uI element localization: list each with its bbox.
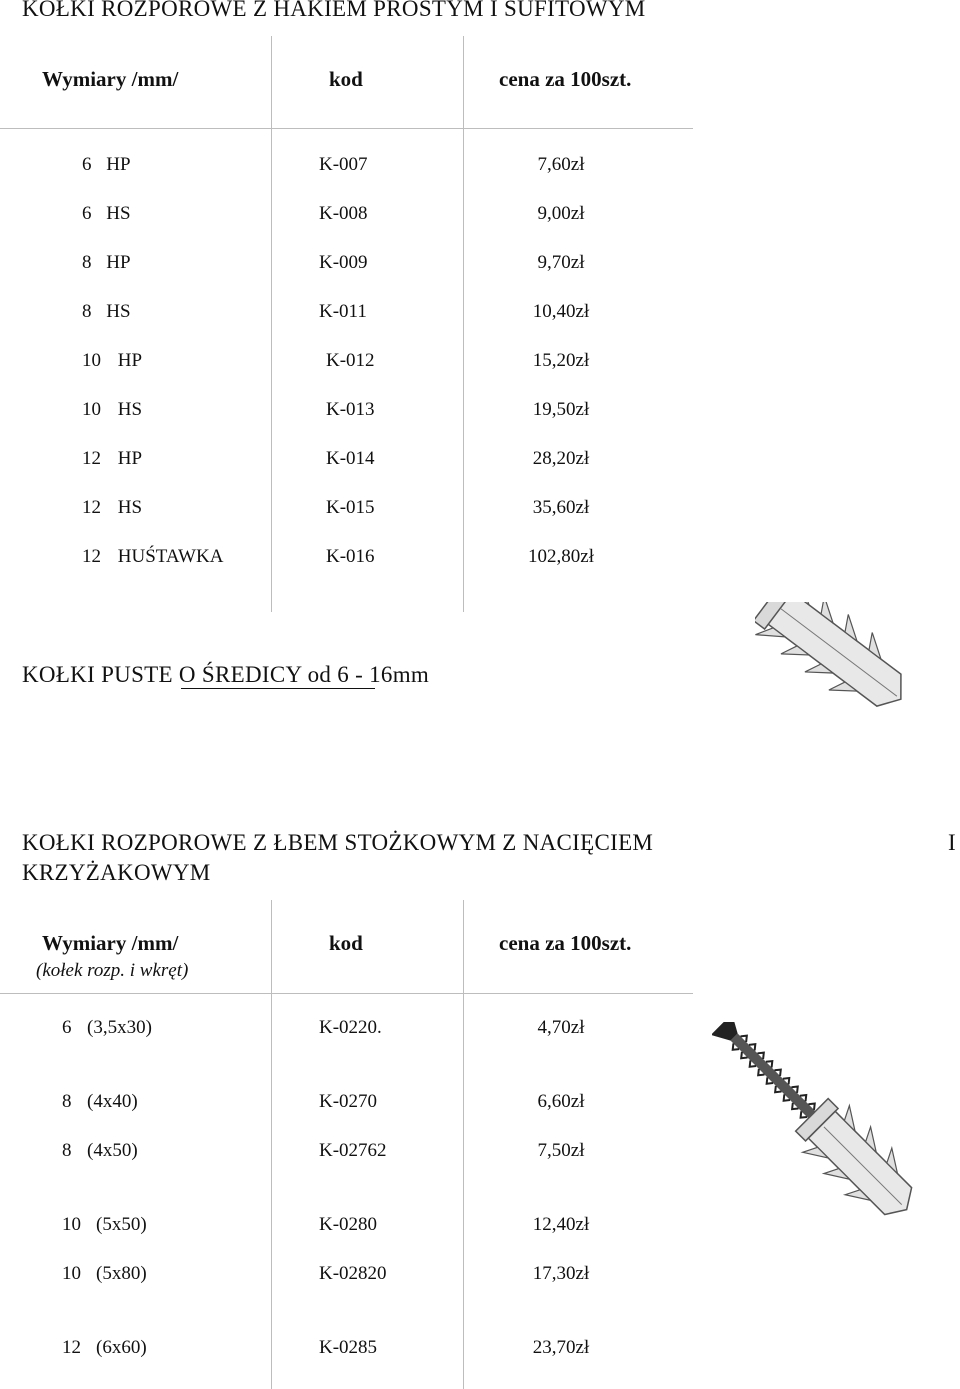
table1-header-price: cena za 100szt. [499, 67, 632, 91]
table1-header-code: kod [329, 67, 363, 91]
table1-cell-dim: 6 HP [82, 154, 131, 175]
table2-cell-price: 23,70zł [532, 1337, 590, 1358]
table1-cell-price: 10,40zł [532, 301, 590, 322]
table2-cell-code: K-02820 [319, 1263, 387, 1284]
table2-cell-size: (4x40) [87, 1091, 138, 1112]
table1-cell-code: K-012 [326, 350, 375, 371]
table1-header-dim: Wymiary /mm/ [42, 67, 179, 91]
table1-cell-code: K-016 [326, 546, 375, 567]
wall-plug-illustration [755, 602, 955, 792]
table1-cell-code: K-013 [326, 399, 375, 420]
table1-header-rule [0, 128, 693, 129]
table2-cell-size: (4x50) [87, 1140, 138, 1161]
table2-cell-num: 12 [62, 1337, 81, 1358]
section3-title-line2: KRZYŻAKOWYM [22, 860, 211, 885]
table1-cell-dim: 12 HS [82, 497, 143, 518]
table1-cell-code: K-007 [319, 154, 368, 175]
table2-cell-code: K-0280 [319, 1214, 378, 1235]
table1-cell-code: K-011 [319, 301, 367, 322]
section3-title-trailing: I [948, 830, 956, 855]
table2-cell-num: 8 [62, 1140, 72, 1161]
table2-header-code: kod [329, 931, 363, 955]
table2-cell-num: 10 [62, 1263, 81, 1284]
table2-cell-size: (3,5x30) [87, 1017, 152, 1038]
table2-cell-price: 7,50zł [537, 1140, 585, 1161]
table1-cell-code: K-009 [319, 252, 368, 273]
table2-cell-size: (5x80) [96, 1263, 147, 1284]
table2-cell-price: 17,30zł [532, 1263, 590, 1284]
table2-cell-num: 8 [62, 1091, 72, 1112]
section1-title: KOŁKI ROZPOROWE Z HAKIEM PROSTYM I SUFITOWYM [22, 0, 646, 21]
table1-cell-code: K-014 [326, 448, 375, 469]
table1-cell-price: 19,50zł [532, 399, 590, 420]
table2-header-price: cena za 100szt. [499, 931, 632, 955]
table1-cell-price: 7,60zł [537, 154, 585, 175]
table1-cell-dim: 6 HS [82, 203, 131, 224]
table2-cell-code: K-0270 [319, 1091, 378, 1112]
table1-cell-price: 28,20zł [532, 448, 590, 469]
table2-cell-size: (6x60) [96, 1337, 147, 1358]
table2-cell-code: K-02762 [319, 1140, 387, 1161]
table1-cell-dim: 8 HS [82, 301, 131, 322]
table1-cell-price: 9,70zł [537, 252, 585, 273]
table1-cell-price: 15,20zł [532, 350, 590, 371]
table2-cell-code: K-0220. [319, 1017, 382, 1038]
table1-divider-1 [271, 36, 272, 612]
table2-cell-price: 4,70zł [537, 1017, 585, 1038]
section3-title-line1: KOŁKI ROZPOROWE Z ŁBEM STOŻKOWYM Z NACIĘCIEM [22, 830, 654, 855]
table1-cell-price: 35,60zł [532, 497, 590, 518]
screw-with-wall-plug-illustration [712, 1022, 952, 1262]
table1-cell-price: 9,00zł [537, 203, 585, 224]
table2-cell-size: (5x50) [96, 1214, 147, 1235]
table2-cell-num: 10 [62, 1214, 81, 1235]
table2-header-dim-sub: (kołek rozp. i wkręt) [36, 960, 189, 981]
section2-title: KOŁKI PUSTE O ŚREDICY od 6 - 16mm [22, 662, 430, 687]
table1-cell-code: K-015 [326, 497, 375, 518]
table1-cell-dim: 10 HS [82, 399, 143, 420]
table2-cell-code: K-0285 [319, 1337, 378, 1358]
table2-cell-price: 6,60zł [537, 1091, 585, 1112]
table1-cell-dim: 12 HP [82, 448, 143, 469]
table1-cell-code: K-008 [319, 203, 368, 224]
table1-cell-price: 102,80zł [528, 546, 594, 567]
table2-cell-price: 12,40zł [532, 1214, 590, 1235]
table2-header-dim: Wymiary /mm/ [42, 931, 179, 955]
table2-cell-num: 6 [62, 1017, 72, 1038]
table1-cell-dim: 12 HUŚTAWKA [82, 546, 224, 567]
section2-title-underline [181, 688, 375, 689]
table2-header-rule [0, 993, 693, 994]
table1-cell-dim: 10 HP [82, 350, 143, 371]
table1-divider-2 [463, 36, 464, 612]
table1-cell-dim: 8 HP [82, 252, 131, 273]
